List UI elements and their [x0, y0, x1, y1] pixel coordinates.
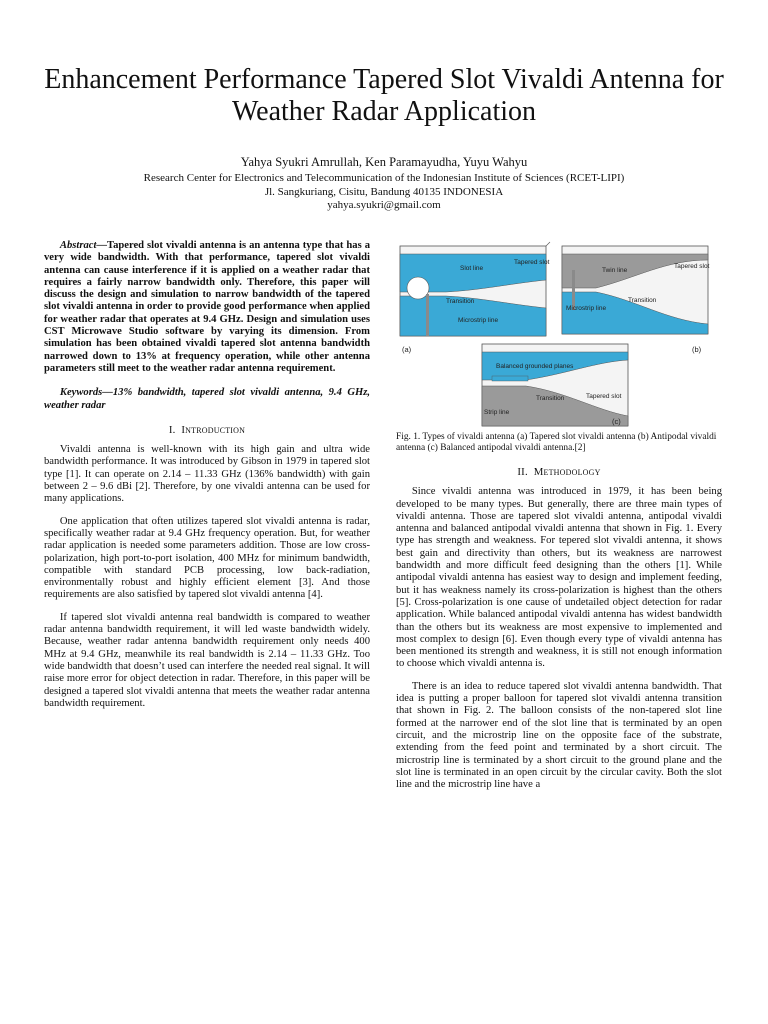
- label-transition-c: Transition: [536, 395, 565, 402]
- keywords: [44, 387, 370, 412]
- intro-paragraph-3: If tapered slot vivaldi antenna real bandwidth is compared to weather radar antenna bandwidth requirement, it will led waste bandwidth widely. Because, weather radar antenna bandwidth requirement only needs 400 MHz at 9.4 GHz, meanwhile its real bandwidth is 2.14 – 11.33 GHz. Too wide bandwidth that doesn’t used can interfere the needed real signal. It will raise more error for object detection in radar. Therefore, in this paper will be designed a tapered slot vivaldi antenna that meets the weather radar antenna bandwidth requirement.: [44, 611, 370, 709]
- label-b: (b): [692, 345, 702, 354]
- abstract: [44, 240, 370, 375]
- label-strip-line-c: Strip line: [484, 409, 510, 416]
- right-column: [396, 240, 722, 801]
- label-transition-b: Transition: [628, 297, 657, 304]
- label-balanced-planes-c: Balanced grounded planes: [496, 363, 574, 370]
- author-email: yahya.syukri@gmail.com: [327, 199, 441, 211]
- label-c: (c): [612, 417, 621, 426]
- keywords-label: Keywords: [59, 387, 103, 399]
- label-twin-line-b: Twin line: [602, 267, 628, 274]
- figure-1-caption: Fig. 1. Types of vivaldi antenna (a) Tapered slot vivaldi antenna (b) Antipodal vivaldi antenna (c) Balanced antipodal vivaldi antenna.[2]: [396, 432, 717, 453]
- abstract-label: Abstract: [59, 240, 97, 251]
- label-microstrip-b: Microstrip line: [566, 305, 607, 312]
- author-list: Yahya Syukri Amrullah, Ken Paramayudha, Yuyu Wahyu: [240, 155, 528, 169]
- methodology-paragraph-1: Since vivaldi antenna was introduced in 1979, it has been being developed to be many types. But generally, there are three main types of vivaldi antenna. Those are tapered slot vivaldi antenna, antipodal vivaldi antenna and balanced antipodal vivaldi antenna that shown in Fig. 1. Every type has strength and weakness. For tepered slot vivaldi antenna, it shows best gain and directivity than others, but its weakness are narrowest bandwidth and more difficult feed designing than the others [1]. While antipodal vivaldi antenna has easiest way to design and implement feeding, but it has weakness namely its cross-polarization is highest than the others [5]. Cross-polarization is one cause of undetailed object detection for radar application. While balanced antipodal vivaldi antenna has widest bandwidth than the others but its weakness are most expensive to implemented and most complex to design [6]. Even though every type of vivaldi antenna has been mentioned its strength and weakness, it is still not enough information to choose which vivaldi antenna is.: [396, 486, 722, 670]
- methodology-paragraph-2: There is an idea to reduce tapered slot vivaldi antenna bandwidth. That idea is putting a proper balloon for tapered slot vivaldi antenna transition that shown in Fig. 2. The balloon consists of the non-tapered slot line formed at the narrower end of the slot line that is terminated by an open circuit, and the microstrip line on the opposite face of the substrate, extending from the feed point and terminated by a short circuit. The microstrip line is terminated by a short circuit to the ground plane and the slot line is terminated in an open circuit by the circular cavity. Both the slot line and the microstrip line have a: [396, 680, 722, 791]
- label-transition-a: Transition: [446, 298, 475, 305]
- paper-title: Enhancement Performance Tapered Slot Vivaldi Antenna for Weather Radar Application: [44, 64, 724, 127]
- keywords-text: —13% bandwidth, tapered slot vivaldi antenna, 9.4 GHz, weather radar: [44, 387, 370, 411]
- label-tapered-slot-b: Tapered slot: [674, 263, 710, 270]
- left-column: [44, 240, 370, 720]
- abstract-text: —Tapered slot vivaldi antenna is an antenna type that has a very wide bandwidth. With that performance, tapered slot vivaldi antenna can cause interference if it is applied on a weather radar that requires a fairly narrow bandwidth only. Therefore, this paper will discuss the design and simulation to narrow bandwidth of the tapered slot vivaldi antenna in order to provide good performance when applied for weather radar that operates at 9.4 GHz. Design and simulation uses CST Microwave Studio software by varying its dimension. From simulation has been obtained vivaldi tapered slot antenna bandwidth narrowed down to 13% at frequency operation, while other antenna parameters still meet to the weather radar antenna requirement.: [44, 240, 370, 374]
- label-tapered-slot-c: Tapered slot: [586, 393, 622, 400]
- label-tapered-slot-a: Tapered slot: [514, 259, 550, 266]
- affiliation-line-1: Research Center for Electronics and Telecommunication of the Indonesian Institute of Sciences (RCET-LIPI): [143, 172, 625, 184]
- intro-paragraph-2: One application that often utilizes tapered slot vivaldi antenna is radar, specifically weather radar at 9.4 GHz frequency operation. But, for weather radar application is needed some parameters addition. Those are low cross-polarization, high port-to-port isolation, 400 MHz for minimum bandwidth, compatible with standard PCB processing, low back-radiation, environmentally robust and highly efficient element [3]. And those requirements are also satisfied by tapered slot vivaldi antenna [4].: [44, 515, 370, 601]
- label-slot-line-a: Slot line: [460, 265, 484, 272]
- section-heading-introduction: I. Introduction: [168, 423, 246, 436]
- antenna-b-drawing: [562, 246, 708, 334]
- label-a: (a): [402, 345, 412, 354]
- affiliation-block: [40, 172, 728, 213]
- label-microstrip-a: Microstrip line: [458, 317, 499, 324]
- section-heading-methodology: II. Methodology: [517, 466, 601, 478]
- intro-paragraph-1: Vivaldi antenna is well-known with its high gain and ultra wide bandwidth performance. It was introduced by Gibson in 1979 in tapered slot type [1]. It can operate on 2.14 – 11.33 GHz (136% bandwidth) with gain between 2 – 9.6 dBi [2]. Therefore, by one vivaldi antenna can be used for many applications.: [44, 444, 370, 505]
- figure-1: [396, 240, 722, 428]
- vivaldi-antenna-figure: [396, 240, 722, 428]
- affiliation-line-2: Jl. Sangkuriang, Cisitu, Bandung 40135 INDONESIA: [264, 185, 504, 198]
